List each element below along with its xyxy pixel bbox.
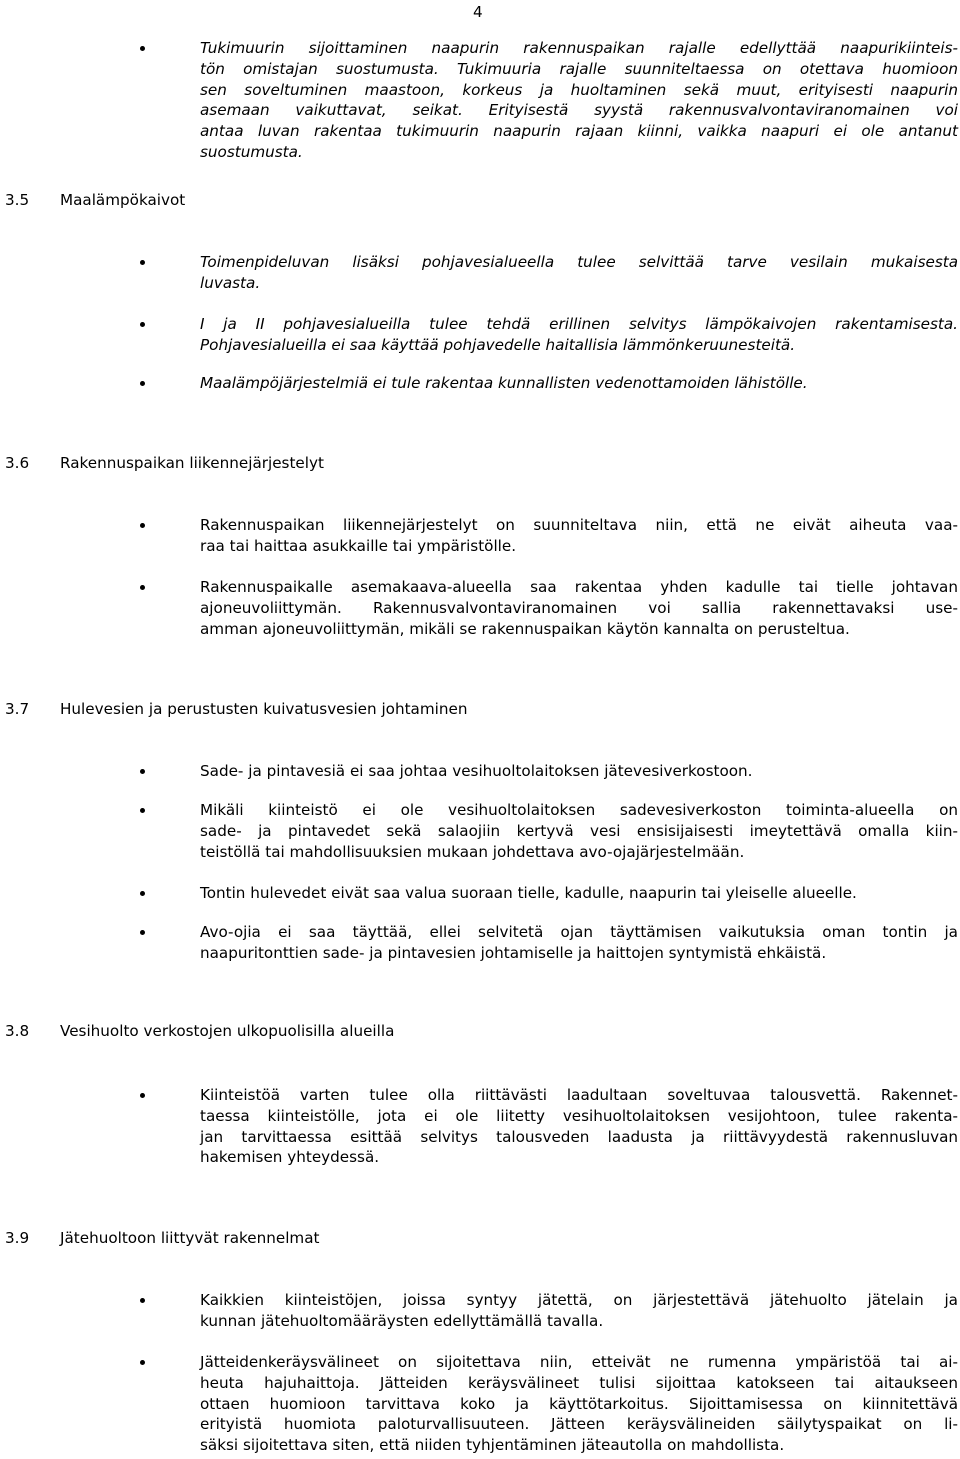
bullet-text xyxy=(200,252,958,294)
bullet-item xyxy=(200,761,958,782)
text-line: Jätteidenkeräysvälineet on sijoitettava niin, etteivät ne rumenna ympäristöä tai ai- xyxy=(200,1353,958,1371)
bullet-text xyxy=(200,800,958,862)
text-line: Rakennuspaikalle asemakaava-alueella saa rakentaa yhden kadulle tai tielle johtavan xyxy=(200,578,958,596)
text-line: Toimenpideluvan lisäksi pohjavesialueella tulee selvittää tarve vesilain mukaisesta xyxy=(200,253,958,271)
text-line: erityistä huomiota paloturvallisuuteen. Jätteen keräysvälineiden säilytyspaikat on li- xyxy=(200,1415,958,1434)
bullet-item xyxy=(200,314,958,356)
text-line: Kiinteistöä varten tulee olla riittävästi laadultaan soveltuvaa talousvettä. Rakennet- xyxy=(200,1086,958,1104)
text-line: I ja II pohjavesialueilla tulee tehdä erillinen selvitys lämpökaivojen rakentamisesta. xyxy=(200,315,958,333)
bullet-dot-icon xyxy=(140,585,145,590)
text-line: Mikäli kiinteistö ei ole vesihuoltolaitoksen sadevesiverkoston toiminta-alueella on xyxy=(200,801,958,819)
bullet-item xyxy=(200,800,958,862)
section-title: Rakennuspaikan liikennejärjestelyt xyxy=(60,454,324,472)
section-title: Hulevesien ja perustusten kuivatusvesien johtaminen xyxy=(60,700,468,718)
text-line: sen soveltuminen maastoon, korkeus ja huoltaminen sekä muut, erityisesti naapurin xyxy=(200,80,958,99)
bullet-item xyxy=(200,1290,958,1332)
bullet-text xyxy=(200,922,958,964)
section-number: 3.5 xyxy=(5,191,30,209)
text-line: Avo-ojia ei saa täyttää, ellei selvitetä ojan täyttämisen vaikutuksia oman tontin ja xyxy=(200,923,958,941)
bullet-dot-icon xyxy=(140,322,145,327)
text-line: Kaikkien kiinteistöjen, joissa syntyy jätettä, on järjestettävä jätehuolto jätelain ja xyxy=(200,1291,958,1309)
text-line: suostumusta. xyxy=(200,142,303,161)
text-line: ottaen huomioon tarvittava koko ja käyttötarkoitus. Sijoittamisessa on kiinnitettävä xyxy=(200,1394,958,1413)
text-line: naapuritonttien sade- ja pintavesien johtamiselle ja haittojen syntymistä ehkäistä. xyxy=(200,943,827,962)
bullet-dot-icon xyxy=(140,46,145,51)
bullet-text xyxy=(200,1085,958,1168)
bullet-dot-icon xyxy=(140,1298,145,1303)
section-heading xyxy=(5,1228,320,1249)
bullet-text xyxy=(200,373,958,394)
text-line: taessa kiinteistölle, jota ei ole liitetty vesihuoltolaitoksen vesijohtoon, tulee rakenta- xyxy=(200,1106,958,1125)
bullet-item xyxy=(200,515,958,557)
bullet-dot-icon xyxy=(140,260,145,265)
text-line: tön omistajan suostumusta. Tukimuuria rajalle suunniteltaessa on otettava huomioon xyxy=(200,59,958,78)
bullet-text xyxy=(200,1290,958,1332)
bullet-item xyxy=(200,252,958,294)
bullet-dot-icon xyxy=(140,523,145,528)
section-number: 3.7 xyxy=(5,700,30,718)
text-line: sade- ja pintavedet sekä salaojiin kertyvä vesi ensisijaisesti imeytettävä omalla kiin- xyxy=(200,821,958,840)
text-line: antaa luvan rakentaa tukimuurin naapurin rajaan kiinni, vaikka naapuri ei ole antanut xyxy=(200,122,958,141)
text-line: amman ajoneuvoliittymän, mikäli se rakennuspaikan käytön kannalta on perusteltua. xyxy=(200,619,850,638)
text-line: teistöllä tai mahdollisuuksien mukaan johdettava avo-ojajärjestelmään. xyxy=(200,842,745,861)
bullet-dot-icon xyxy=(140,808,145,813)
text-line: luvasta. xyxy=(200,273,261,292)
bullet-text xyxy=(200,1352,958,1456)
text-line: jan tarvittaessa esittää selvitys talousveden laadusta ja riittävyydestä rakennusluvan xyxy=(200,1127,958,1146)
text-line: heuta hajuhaittoja. Jätteiden keräysvälineet tulisi sijoittaa katokseen tai aitaukseen xyxy=(200,1373,958,1392)
bullet-item xyxy=(200,1352,958,1456)
text-line: Rakennuspaikan liikennejärjestelyt on suunniteltava niin, että ne eivät aiheuta vaa- xyxy=(200,516,958,534)
text-line: Tukimuurin sijoittaminen naapurin rakennuspaikan rajalle edellyttää naapurikiinteis- xyxy=(200,39,958,57)
text-line: asemaan vaikuttavat, seikat. Erityisestä syystä rakennusvalvontaviranomainen voi xyxy=(200,101,958,120)
text-line: Maalämpöjärjestelmiä ei tule rakentaa kunnallisten vedenottamoiden lähistölle. xyxy=(200,374,808,392)
section-number: 3.9 xyxy=(5,1229,30,1247)
bullet-dot-icon xyxy=(140,1360,145,1365)
section-title: Vesihuolto verkostojen ulkopuolisilla alueilla xyxy=(60,1022,395,1040)
text-line: Tontin hulevedet eivät saa valua suoraan tielle, kadulle, naapurin tai yleiselle alueelle. xyxy=(200,884,857,902)
bullet-item xyxy=(200,922,958,964)
section-number: 3.8 xyxy=(5,1022,30,1040)
text-line: kunnan jätehuoltomääräysten edellyttämällä tavalla. xyxy=(200,1311,604,1330)
bullet-item xyxy=(200,373,958,394)
text-line: ajoneuvoliittymän. Rakennusvalvontaviranomainen voi sallia rakennettavaksi use- xyxy=(200,598,958,617)
bullet-text xyxy=(200,761,958,782)
text-line: raa tai haittaa asukkaille tai ympäristölle. xyxy=(200,536,517,555)
bullet-text xyxy=(200,577,958,639)
bullet-text xyxy=(200,314,958,356)
bullet-text xyxy=(200,883,958,904)
bullet-dot-icon xyxy=(140,930,145,935)
bullet-item xyxy=(200,38,958,163)
bullet-dot-icon xyxy=(140,891,145,896)
bullet-item xyxy=(200,1085,958,1168)
text-line: Sade- ja pintavesiä ei saa johtaa vesihuoltolaitoksen jätevesiverkostoon. xyxy=(200,762,753,780)
text-line: säksi sijoitettava siten, että niiden tyhjentäminen jäteautolla on mahdollista. xyxy=(200,1436,785,1455)
bullet-item xyxy=(200,883,958,904)
bullet-dot-icon xyxy=(140,381,145,386)
section-title: Jätehuoltoon liittyvät rakennelmat xyxy=(60,1229,320,1247)
bullet-item xyxy=(200,577,958,639)
bullet-dot-icon xyxy=(140,1093,145,1098)
section-number: 3.6 xyxy=(5,454,30,472)
bullet-text xyxy=(200,515,958,557)
section-title: Maalämpökaivot xyxy=(60,191,186,209)
text-line: Pohjavesialueilla ei saa käyttää pohjavedelle haitallisia lämmönkeruunesteitä. xyxy=(200,335,796,354)
section-heading xyxy=(5,1021,394,1042)
bullet-text xyxy=(200,38,958,163)
text-line: hakemisen yhteydessä. xyxy=(200,1148,380,1167)
page-number: 4 xyxy=(473,3,483,21)
section-heading xyxy=(5,190,185,211)
section-heading xyxy=(5,453,324,474)
section-heading xyxy=(5,699,467,720)
bullet-dot-icon xyxy=(140,769,145,774)
